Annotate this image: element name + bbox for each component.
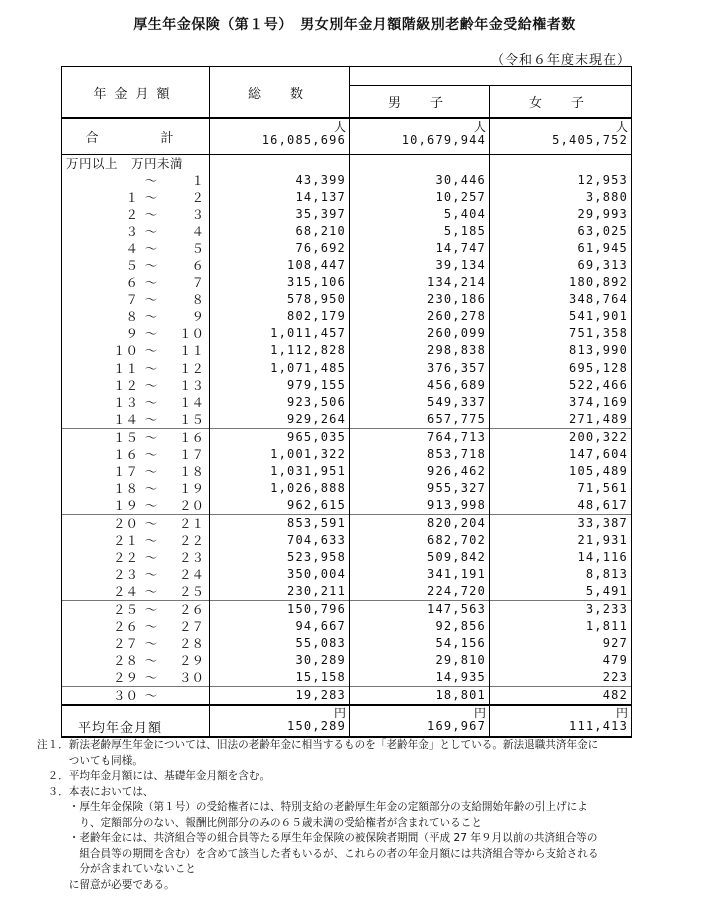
table-row [62, 514, 632, 532]
cell-male: 29,810 [350, 652, 490, 669]
cell-total: 30,289 [210, 652, 350, 669]
cell-male: 764,713 [350, 428, 490, 446]
note-line: に留意が必要である。 [37, 878, 175, 891]
table-row [62, 411, 632, 429]
range-upper: ２２ [178, 533, 204, 548]
range-cell [62, 652, 210, 669]
cell-male: 913,998 [350, 497, 490, 515]
range-tilde: ～ [144, 429, 158, 445]
total-count: 16,085,696 [261, 133, 346, 147]
cell-total: 68,210 [210, 223, 350, 240]
cell-total: 108,447 [210, 257, 350, 274]
cell-female: 3,233 [490, 601, 632, 619]
cell-total: 14,137 [210, 189, 350, 206]
cell-female: 3,880 [490, 189, 632, 206]
range-upper: ２７ [178, 619, 204, 635]
range-cell [62, 223, 210, 240]
total-row-label: 合 計 [62, 118, 210, 155]
cell-male: 955,327 [350, 480, 490, 497]
range-cell [62, 549, 210, 566]
range-upper: ２９ [178, 653, 204, 669]
table-row [62, 463, 632, 480]
range-tilde: ～ [144, 636, 158, 652]
table-row [62, 428, 632, 446]
cell-female: 695,128 [490, 360, 632, 377]
cell-male: 376,357 [350, 360, 490, 377]
cell-male: 298,838 [350, 342, 490, 359]
range-upper: ２８ [178, 636, 204, 652]
average-female: 111,413 [569, 719, 628, 734]
range-cell [62, 532, 210, 549]
cell-male: 18,801 [350, 687, 490, 706]
cell-female: 522,466 [490, 377, 632, 394]
range-tilde: ～ [144, 309, 158, 325]
range-lower: ２６ [112, 619, 138, 635]
range-tilde: ～ [144, 343, 158, 359]
range-lower: １３ [112, 394, 138, 410]
unit-yen: 円 [473, 706, 486, 721]
average-male: 169,967 [427, 719, 486, 734]
cell-female: 61,945 [490, 240, 632, 257]
cell-total: 1,026,888 [210, 480, 350, 497]
note-line: ・老齢年金には、共済組合等の組合員等たる厚生年金保険の被保険者期間（平成 27 年９月以前の共済組合等の [37, 832, 598, 844]
table-row [62, 635, 632, 652]
cell-male: 224,720 [350, 583, 490, 601]
range-upper: ９ [191, 309, 204, 325]
cell-male: 509,842 [350, 549, 490, 566]
cell-female: 8,813 [490, 566, 632, 583]
cell-total: 350,004 [210, 566, 350, 583]
range-lower: ６ [125, 275, 138, 291]
range-upper: １３ [178, 377, 204, 393]
range-upper: １９ [178, 480, 204, 496]
range-cell [62, 172, 210, 189]
cell-total: 802,179 [210, 308, 350, 325]
range-upper: １４ [178, 394, 204, 410]
cell-female: 374,169 [490, 394, 632, 411]
total-male: 10,679,944 [401, 133, 486, 147]
cell-female: 200,322 [490, 428, 632, 446]
range-tilde: ～ [144, 377, 158, 393]
note-line: り、定額部分のない、報酬比例部分のみの６５歳未満の受給権者が含まれていること [37, 816, 482, 829]
table-row [62, 189, 632, 206]
total-female: 5,405,752 [552, 133, 628, 147]
range-cell [62, 342, 210, 359]
range-upper: １６ [178, 429, 204, 445]
range-tilde: ～ [144, 292, 158, 308]
cell-total: 55,083 [210, 635, 350, 652]
range-lower: ２９ [112, 670, 138, 686]
cell-male: 549,337 [350, 394, 490, 411]
cell-male: 853,718 [350, 446, 490, 463]
cell-total: 35,397 [210, 206, 350, 223]
cell-total: 43,399 [210, 172, 350, 189]
cell-female: 147,604 [490, 446, 632, 463]
range-lower: １６ [112, 446, 138, 462]
range-tilde: ～ [144, 480, 158, 496]
range-tilde: ～ [144, 258, 158, 274]
table-row [62, 532, 632, 549]
range-cell [62, 601, 210, 619]
cell-female: 14,116 [490, 549, 632, 566]
range-cell [62, 463, 210, 480]
range-tilde: ～ [144, 224, 158, 240]
range-upper: ２４ [178, 567, 204, 583]
unit-yen: 円 [615, 706, 628, 721]
range-lower: １９ [112, 497, 138, 513]
average-row [62, 705, 632, 737]
cell-female: 5,491 [490, 583, 632, 601]
cell-female: 71,561 [490, 480, 632, 497]
range-cell [62, 566, 210, 583]
range-tilde: ～ [144, 670, 158, 686]
range-tilde: ～ [144, 619, 158, 635]
table-row [62, 172, 632, 189]
table-row [62, 360, 632, 377]
notes [37, 738, 677, 893]
range-cell [62, 257, 210, 274]
cell-male: 147,563 [350, 601, 490, 619]
cell-female: 48,617 [490, 497, 632, 515]
header-male: 男 子 [350, 86, 490, 119]
cell-male: 657,775 [350, 411, 490, 429]
range-lower: １５ [112, 429, 138, 445]
range-upper: １ [191, 173, 204, 189]
range-cell [62, 189, 210, 206]
range-upper: ２０ [178, 497, 204, 513]
cell-total: 1,071,485 [210, 360, 350, 377]
cell-male: 230,186 [350, 291, 490, 308]
cell-total: 578,950 [210, 291, 350, 308]
cell-male: 14,747 [350, 240, 490, 257]
range-tilde: ～ [144, 688, 158, 704]
range-lower: ４ [125, 241, 138, 257]
cell-male: 341,191 [350, 566, 490, 583]
table-row [62, 223, 632, 240]
cell-total: 76,692 [210, 240, 350, 257]
note-line: ついても同様。 [37, 754, 143, 767]
range-cell [62, 497, 210, 515]
as-of-date: （令和６年度末現在） [490, 53, 631, 68]
range-lower: ２ [125, 207, 138, 223]
range-header: 万円以上 万円未満 [62, 155, 210, 173]
range-tilde: ～ [144, 446, 158, 462]
unit-yen: 円 [333, 706, 346, 721]
cell-male: 5,404 [350, 206, 490, 223]
range-tilde: ～ [144, 190, 158, 206]
cell-female: 29,993 [490, 206, 632, 223]
table-row [62, 480, 632, 497]
range-tilde: ～ [144, 584, 158, 600]
cell-female: 21,931 [490, 532, 632, 549]
range-lower: ２４ [112, 584, 138, 600]
range-upper: ６ [191, 258, 204, 274]
cell-female: 927 [490, 635, 632, 652]
table-row [62, 325, 632, 342]
range-tilde: ～ [144, 241, 158, 257]
table-row [62, 549, 632, 566]
range-tilde: ～ [144, 326, 158, 342]
range-lower: １８ [112, 480, 138, 496]
cell-male: 30,446 [350, 172, 490, 189]
range-cell [62, 618, 210, 635]
cell-total: 315,106 [210, 274, 350, 291]
page-title: 厚生年金保険（第１号） 男女別年金月額階級別老齢年金受給権者数 [133, 17, 576, 33]
range-cell [62, 669, 210, 687]
cell-female: 271,489 [490, 411, 632, 429]
table-row [62, 446, 632, 463]
header-total: 総 数 [210, 67, 350, 119]
range-upper: １０ [178, 326, 204, 342]
range-cell [62, 291, 210, 308]
range-lower: ２３ [112, 567, 138, 583]
table-row [62, 257, 632, 274]
range-cell [62, 428, 210, 446]
range-upper: ２３ [178, 550, 204, 566]
range-cell [62, 480, 210, 497]
range-tilde: ～ [144, 411, 158, 427]
range-lower: １０ [112, 343, 138, 359]
range-lower: ２２ [112, 550, 138, 566]
cell-male: 682,702 [350, 532, 490, 549]
range-tilde: ～ [144, 463, 158, 479]
range-tilde: ～ [144, 173, 158, 189]
range-lower: ３０ [112, 688, 138, 704]
unit-person: 人 [473, 120, 486, 134]
range-lower: ７ [125, 292, 138, 308]
range-cell [62, 325, 210, 342]
range-upper: １１ [178, 343, 204, 359]
total-row [62, 118, 632, 155]
cell-female: 751,358 [490, 325, 632, 342]
range-tilde: ～ [144, 394, 158, 410]
range-lower: １２ [112, 377, 138, 393]
cell-total: 230,211 [210, 583, 350, 601]
cell-male: 92,856 [350, 618, 490, 635]
cell-male: 820,204 [350, 514, 490, 532]
range-upper: １８ [178, 463, 204, 479]
table-row [62, 566, 632, 583]
range-cell [62, 240, 210, 257]
range-lower: ２１ [112, 533, 138, 548]
table-row [62, 274, 632, 291]
cell-total: 1,031,951 [210, 463, 350, 480]
range-upper: １５ [178, 411, 204, 427]
cell-female: 33,387 [490, 514, 632, 532]
table-row [62, 669, 632, 687]
range-lower: ２５ [112, 602, 138, 618]
range-lower: ５ [125, 258, 138, 274]
table-row [62, 291, 632, 308]
cell-total: 704,633 [210, 532, 350, 549]
range-tilde: ～ [144, 533, 158, 548]
range-lower: ９ [125, 326, 138, 342]
cell-male: 456,689 [350, 377, 490, 394]
range-upper: ２ [191, 190, 204, 206]
cell-male: 14,935 [350, 669, 490, 687]
cell-total: 523,958 [210, 549, 350, 566]
cell-female: 69,313 [490, 257, 632, 274]
range-cell [62, 274, 210, 291]
cell-male: 5,185 [350, 223, 490, 240]
note-line: ２．平均年金月額には、基礎年金月額を含む。 [37, 770, 271, 782]
cell-total: 15,158 [210, 669, 350, 687]
cell-male: 260,278 [350, 308, 490, 325]
note-line: ３．本表においては、 [37, 785, 154, 798]
range-header-row [62, 155, 632, 173]
cell-total: 1,011,457 [210, 325, 350, 342]
range-lower: ２８ [112, 653, 138, 669]
range-cell [62, 514, 210, 532]
range-lower: １１ [112, 360, 138, 376]
cell-total: 923,506 [210, 394, 350, 411]
average-total: 150,289 [287, 719, 346, 734]
cell-male: 926,462 [350, 463, 490, 480]
range-upper: １７ [178, 446, 204, 462]
note-line: 組合員等の期間を含む）を含めて該当した者もいるが、これらの者の年金月額には共済組合等から支給される [37, 847, 599, 860]
range-lower: ２０ [112, 515, 138, 531]
cell-female: 63,025 [490, 223, 632, 240]
range-lower: ２７ [112, 636, 138, 652]
range-upper: ４ [191, 224, 204, 240]
cell-total: 962,615 [210, 497, 350, 515]
range-upper: ３ [191, 207, 204, 223]
range-upper: ２５ [178, 584, 204, 600]
cell-female: 12,953 [490, 172, 632, 189]
range-upper: ３０ [178, 670, 204, 686]
range-cell [62, 411, 210, 429]
range-tilde: ～ [144, 275, 158, 291]
pension-table [61, 66, 632, 738]
range-tilde: ～ [144, 653, 158, 669]
range-cell [62, 206, 210, 223]
range-cell [62, 635, 210, 652]
range-tilde: ～ [144, 567, 158, 583]
range-tilde: ～ [144, 602, 158, 618]
table-row [62, 601, 632, 619]
table-row [62, 308, 632, 325]
range-lower: ８ [125, 309, 138, 325]
cell-total: 929,264 [210, 411, 350, 429]
cell-total: 979,155 [210, 377, 350, 394]
header-female: 女 子 [490, 86, 632, 119]
cell-female: 180,892 [490, 274, 632, 291]
unit-person: 人 [333, 120, 346, 134]
table-row [62, 497, 632, 515]
table-row [62, 377, 632, 394]
cell-total: 1,001,322 [210, 446, 350, 463]
header-row-top [62, 67, 632, 86]
range-cell [62, 394, 210, 411]
cell-total: 853,591 [210, 514, 350, 532]
range-tilde: ～ [144, 360, 158, 376]
note-line: 分が含まれていないこと [37, 863, 196, 875]
range-cell [62, 377, 210, 394]
cell-female: 1,811 [490, 618, 632, 635]
note-line: ・厚生年金保険（第１号）の受給権者には、特別支給の老齢厚生年金の定額部分の支給開始年齢の引上げによ [37, 801, 588, 813]
cell-male: 10,257 [350, 189, 490, 206]
range-lower: １７ [112, 463, 138, 479]
cell-male: 39,134 [350, 257, 490, 274]
range-upper: ７ [191, 275, 204, 291]
note-line: 注１．新法老齢厚生年金については、旧法の老齢年金に相当するものを「老齢年金」としている。新法退職共済年金に [37, 739, 599, 751]
range-cell [62, 687, 210, 706]
cell-male: 54,156 [350, 635, 490, 652]
table-row [62, 687, 632, 706]
range-tilde: ～ [144, 497, 158, 513]
cell-female: 479 [490, 652, 632, 669]
cell-total: 94,667 [210, 618, 350, 635]
cell-female: 223 [490, 669, 632, 687]
table-row [62, 240, 632, 257]
range-tilde: ～ [144, 207, 158, 223]
range-lower: １４ [112, 411, 138, 427]
table-row [62, 583, 632, 601]
cell-male: 134,214 [350, 274, 490, 291]
cell-female: 541,901 [490, 308, 632, 325]
cell-total: 19,283 [210, 687, 350, 706]
table-row [62, 618, 632, 635]
range-upper: １２ [178, 360, 204, 376]
range-cell [62, 583, 210, 601]
range-lower: ３ [125, 224, 138, 240]
range-lower: １ [125, 190, 138, 206]
range-tilde: ～ [144, 550, 158, 566]
cell-female: 105,489 [490, 463, 632, 480]
header-monthly-amount: 年金月額 [62, 67, 210, 119]
cell-total: 150,796 [210, 601, 350, 619]
range-cell [62, 308, 210, 325]
range-cell [62, 360, 210, 377]
average-row-label: 平均年金月額 [62, 705, 210, 737]
range-cell [62, 446, 210, 463]
cell-female: 813,990 [490, 342, 632, 359]
cell-female: 348,764 [490, 291, 632, 308]
unit-person: 人 [615, 120, 628, 134]
range-tilde: ～ [144, 515, 158, 531]
table-row [62, 394, 632, 411]
table-row [62, 652, 632, 669]
range-upper: ２６ [178, 602, 204, 618]
cell-total: 965,035 [210, 428, 350, 446]
range-upper: ５ [191, 241, 204, 257]
table-row [62, 206, 632, 223]
range-upper: ２１ [178, 515, 204, 531]
range-upper: ８ [191, 292, 204, 308]
table-row [62, 342, 632, 359]
cell-female: 482 [490, 687, 632, 706]
cell-total: 1,112,828 [210, 342, 350, 359]
cell-male: 260,099 [350, 325, 490, 342]
